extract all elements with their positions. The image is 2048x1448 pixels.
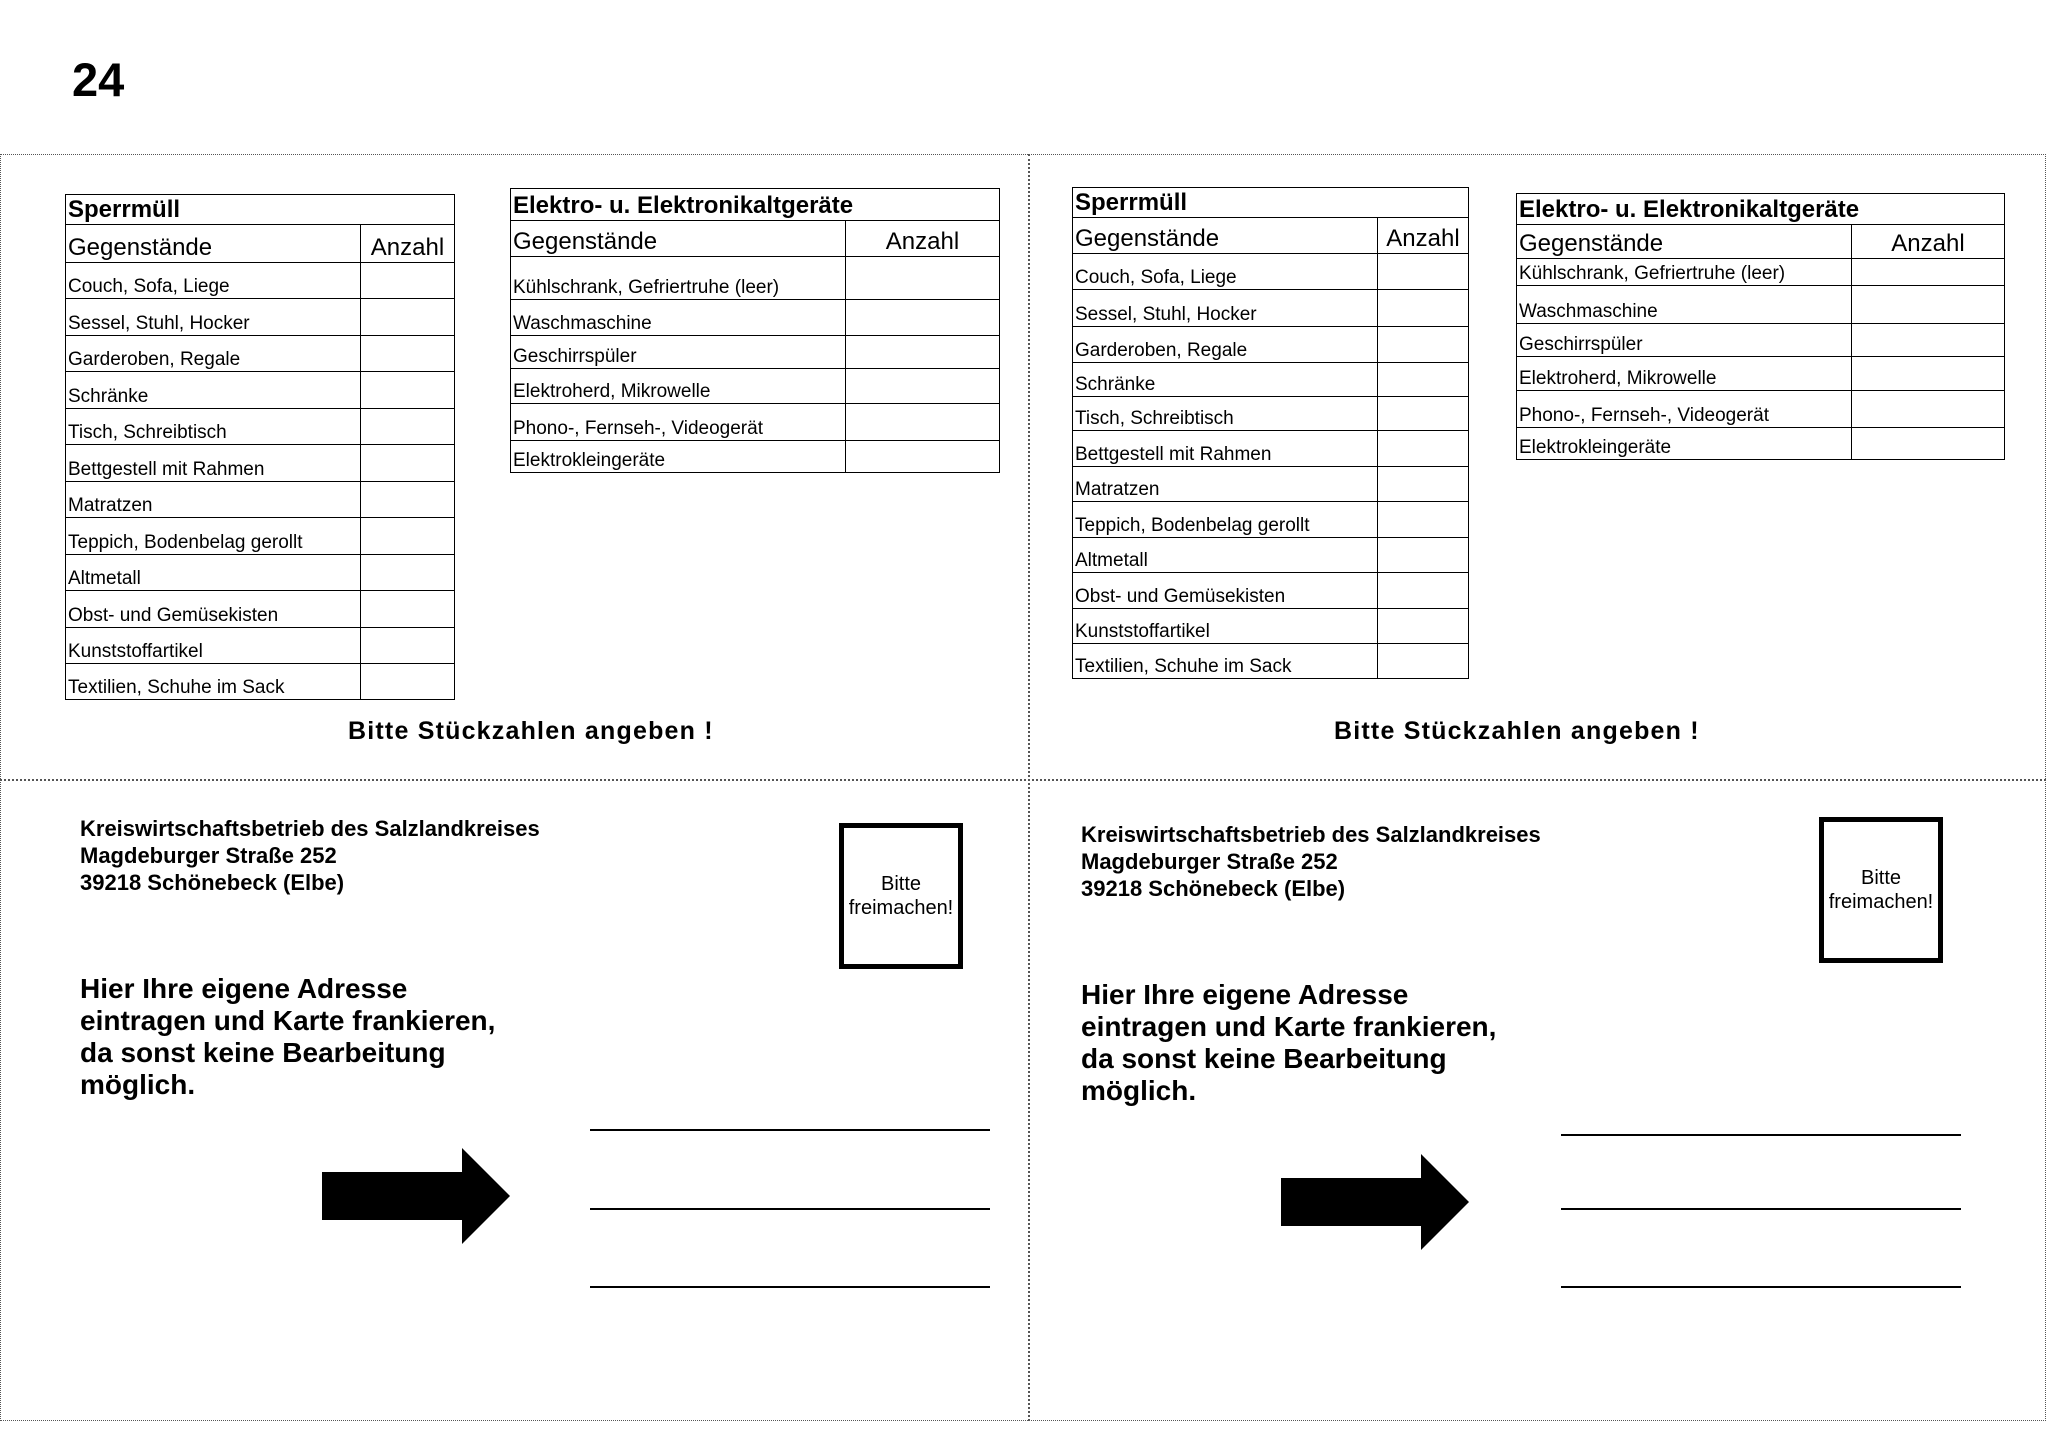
item-label: Garderoben, Regale bbox=[1073, 327, 1378, 363]
count-field[interactable] bbox=[1852, 391, 2005, 428]
item-label: Garderoben, Regale bbox=[66, 336, 361, 372]
count-hint: Bitte Stückzahlen angeben ! bbox=[348, 717, 714, 745]
count-field[interactable] bbox=[846, 257, 1000, 300]
stamp-text: freimachen! bbox=[1828, 891, 1934, 913]
address-line: Magdeburger Straße 252 bbox=[1081, 849, 1338, 874]
item-label: Textilien, Schuhe im Sack bbox=[1073, 644, 1378, 679]
count-field[interactable] bbox=[1378, 502, 1469, 538]
column-header-count: Anzahl bbox=[846, 221, 1000, 257]
item-label: Bettgestell mit Rahmen bbox=[66, 445, 361, 482]
elektro-table bbox=[510, 188, 1000, 473]
own-address-line[interactable] bbox=[590, 1129, 990, 1131]
recipient-address bbox=[80, 815, 540, 896]
column-header-items: Gegenstände bbox=[66, 225, 361, 263]
item-label: Textilien, Schuhe im Sack bbox=[66, 664, 361, 700]
count-field[interactable] bbox=[1378, 363, 1469, 397]
page-number: 24 bbox=[72, 53, 125, 106]
count-field[interactable] bbox=[1378, 609, 1469, 644]
item-label: Kühlschrank, Gefriertruhe (leer) bbox=[1517, 259, 1852, 286]
item-label: Matratzen bbox=[1073, 467, 1378, 502]
count-field[interactable] bbox=[1852, 286, 2005, 324]
count-field[interactable] bbox=[1378, 644, 1469, 679]
own-address-line[interactable] bbox=[590, 1286, 990, 1288]
item-label: Couch, Sofa, Liege bbox=[66, 263, 361, 299]
note-line: Hier Ihre eigene Adresse bbox=[80, 973, 408, 1004]
note-line: Hier Ihre eigene Adresse bbox=[1081, 979, 1409, 1010]
address-line: 39218 Schönebeck (Elbe) bbox=[80, 870, 345, 895]
stamp-text: Bitte bbox=[880, 873, 922, 895]
address-line: Kreiswirtschaftsbetrieb des Salzlandkreises bbox=[80, 816, 540, 841]
item-label: Geschirrspüler bbox=[511, 336, 846, 369]
count-field[interactable] bbox=[361, 445, 455, 482]
item-label: Altmetall bbox=[66, 555, 361, 591]
item-label: Altmetall bbox=[1073, 538, 1378, 573]
count-field[interactable] bbox=[1852, 357, 2005, 391]
count-field[interactable] bbox=[361, 664, 455, 700]
item-label: Geschirrspüler bbox=[1517, 324, 1852, 357]
count-field[interactable] bbox=[1378, 327, 1469, 363]
item-label: Waschmaschine bbox=[511, 300, 846, 336]
own-address-line[interactable] bbox=[1561, 1134, 1961, 1136]
note-line: eintragen und Karte frankieren, bbox=[80, 1005, 496, 1036]
column-header-count: Anzahl bbox=[1378, 218, 1469, 254]
item-label: Couch, Sofa, Liege bbox=[1073, 254, 1378, 290]
count-field[interactable] bbox=[361, 409, 455, 445]
count-field[interactable] bbox=[1852, 428, 2005, 460]
count-field[interactable] bbox=[1378, 538, 1469, 573]
elektro-table bbox=[1516, 193, 2005, 460]
arrow-right-icon bbox=[1281, 1154, 1469, 1250]
item-label: Schränke bbox=[66, 372, 361, 409]
recipient-address bbox=[1081, 821, 1541, 902]
elektro-title: Elektro- u. Elektronikaltgeräte bbox=[511, 189, 1000, 221]
count-field[interactable] bbox=[1378, 431, 1469, 467]
address-line: Magdeburger Straße 252 bbox=[80, 843, 337, 868]
item-label: Tisch, Schreibtisch bbox=[1073, 397, 1378, 431]
count-field[interactable] bbox=[361, 336, 455, 372]
item-label: Obst- und Gemüsekisten bbox=[66, 591, 361, 628]
count-field[interactable] bbox=[1378, 290, 1469, 327]
count-hint: Bitte Stückzahlen angeben ! bbox=[1334, 717, 1700, 745]
sperrmuell-title: Sperrmüll bbox=[1073, 188, 1469, 218]
item-label: Kühlschrank, Gefriertruhe (leer) bbox=[511, 257, 846, 300]
column-header-count: Anzahl bbox=[361, 225, 455, 263]
count-field[interactable] bbox=[846, 404, 1000, 441]
sperrmuell-table bbox=[1072, 187, 1469, 679]
count-field[interactable] bbox=[1378, 397, 1469, 431]
stamp-text: freimachen! bbox=[848, 897, 954, 919]
count-field[interactable] bbox=[1852, 324, 2005, 357]
count-field[interactable] bbox=[361, 518, 455, 555]
count-field[interactable] bbox=[846, 369, 1000, 404]
count-field[interactable] bbox=[1378, 254, 1469, 290]
cut-line-horizontal bbox=[0, 779, 2046, 781]
sperrmuell-table bbox=[65, 194, 455, 700]
item-label: Phono-, Fernseh-, Videogerät bbox=[1517, 391, 1852, 428]
item-label: Sessel, Stuhl, Hocker bbox=[1073, 290, 1378, 327]
count-field[interactable] bbox=[846, 441, 1000, 473]
item-label: Elektrokleingeräte bbox=[1517, 428, 1852, 460]
own-address-line[interactable] bbox=[1561, 1286, 1961, 1288]
instruction-note bbox=[1081, 979, 1496, 1107]
cut-line-vertical bbox=[1028, 154, 1030, 1421]
count-field[interactable] bbox=[846, 300, 1000, 336]
item-label: Elektroherd, Mikrowelle bbox=[1517, 357, 1852, 391]
note-line: möglich. bbox=[1081, 1075, 1197, 1106]
item-label: Teppich, Bodenbelag gerollt bbox=[1073, 502, 1378, 538]
item-label: Elektrokleingeräte bbox=[511, 441, 846, 473]
count-field[interactable] bbox=[361, 555, 455, 591]
count-field[interactable] bbox=[1852, 259, 2005, 286]
item-label: Bettgestell mit Rahmen bbox=[1073, 431, 1378, 467]
count-field[interactable] bbox=[361, 299, 455, 336]
item-label: Elektroherd, Mikrowelle bbox=[511, 369, 846, 404]
own-address-line[interactable] bbox=[590, 1208, 990, 1210]
stamp-box bbox=[1819, 817, 1943, 963]
note-line: da sonst keine Bearbeitung bbox=[1081, 1043, 1447, 1074]
item-label: Kunststoffartikel bbox=[1073, 609, 1378, 644]
item-label: Teppich, Bodenbelag gerollt bbox=[66, 518, 361, 555]
stamp-text: Bitte bbox=[1860, 867, 1902, 889]
column-header-items: Gegenstände bbox=[511, 221, 846, 257]
note-line: da sonst keine Bearbeitung bbox=[80, 1037, 446, 1068]
elektro-title: Elektro- u. Elektronikaltgeräte bbox=[1517, 194, 2005, 225]
item-label: Tisch, Schreibtisch bbox=[66, 409, 361, 445]
item-label: Waschmaschine bbox=[1517, 286, 1852, 324]
note-line: möglich. bbox=[80, 1069, 196, 1100]
address-line: Kreiswirtschaftsbetrieb des Salzlandkreises bbox=[1081, 822, 1541, 847]
address-line: 39218 Schönebeck (Elbe) bbox=[1081, 876, 1346, 901]
item-label: Obst- und Gemüsekisten bbox=[1073, 573, 1378, 609]
item-label: Matratzen bbox=[66, 482, 361, 518]
item-label: Schränke bbox=[1073, 363, 1378, 397]
count-field[interactable] bbox=[361, 263, 455, 299]
count-field[interactable] bbox=[361, 482, 455, 518]
count-field[interactable] bbox=[1378, 467, 1469, 502]
count-field[interactable] bbox=[361, 628, 455, 664]
column-header-items: Gegenstände bbox=[1073, 218, 1378, 254]
own-address-line[interactable] bbox=[1561, 1208, 1961, 1210]
count-field[interactable] bbox=[1378, 573, 1469, 609]
count-field[interactable] bbox=[361, 372, 455, 409]
note-line: eintragen und Karte frankieren, bbox=[1081, 1011, 1497, 1042]
column-header-count: Anzahl bbox=[1852, 225, 2005, 259]
sperrmuell-title: Sperrmüll bbox=[66, 195, 455, 225]
column-header-items: Gegenstände bbox=[1517, 225, 1852, 259]
item-label: Phono-, Fernseh-, Videogerät bbox=[511, 404, 846, 441]
instruction-note bbox=[80, 973, 495, 1101]
arrow-right-icon bbox=[322, 1148, 510, 1244]
count-field[interactable] bbox=[361, 591, 455, 628]
stamp-box bbox=[839, 823, 963, 969]
count-field[interactable] bbox=[846, 336, 1000, 369]
item-label: Sessel, Stuhl, Hocker bbox=[66, 299, 361, 336]
item-label: Kunststoffartikel bbox=[66, 628, 361, 664]
